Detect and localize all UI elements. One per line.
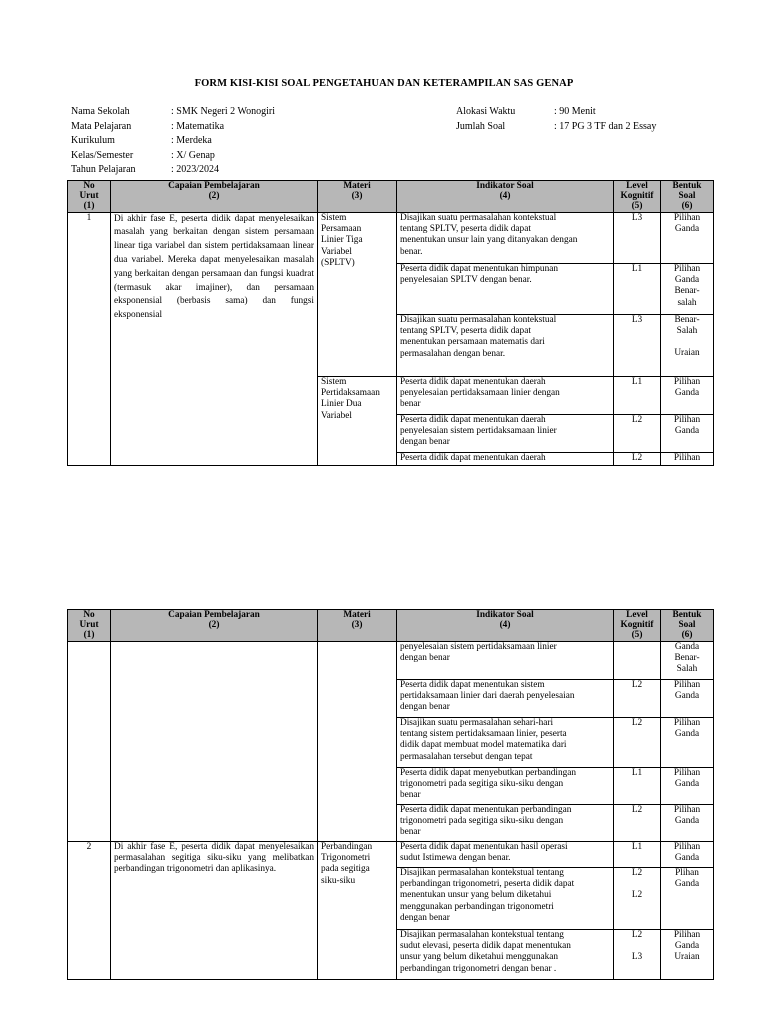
info-value: : Matematika xyxy=(171,120,225,132)
level-cell xyxy=(614,641,661,679)
bentuk-cell: Benar- Salah Uraian xyxy=(661,314,714,376)
header-capaian: Capaian Pembelajaran (2) xyxy=(111,610,318,642)
header-indikator: Indikator Soal (4) xyxy=(397,181,614,213)
bentuk-cell: Pilihan Ganda xyxy=(661,414,714,452)
capaian-text: Di akhir fase E, peserta didik dapat menyelesaikan masalah yang berkaitan dengan sistem persamaan linear tiga variabel dan sistem pertidaksamaan linear dua variabel. Mereka dapat menyelesaikan masalah yang berkaitan dengan persamaan dan fungsi kuadrat (termasuk akar imajiner), dan persamaan eksponensial (berbasis sama) dan fungsi eksponensial xyxy=(111,212,318,465)
level-cell: L2 xyxy=(614,679,661,717)
level-cell: L2 L3 xyxy=(614,929,661,979)
capaian-text: Di akhir fase E, peserta didik dapat menyelesaikan permasalahan segitiga siku-siku yang melibatkan perbandingan trigonometri dan aplikasinya. xyxy=(111,841,318,979)
bentuk-cell: Pilihan Ganda xyxy=(661,804,714,841)
indikator-cell: Disajikan suatu permasalahan kontekstual tentang SPLTV, peserta didik dapat menentukan persamaan matematis dari permasalahan dengan benar. xyxy=(397,314,614,376)
kisi-table-2 xyxy=(67,609,714,980)
kisi-table-1 xyxy=(67,180,714,466)
info-row-subject xyxy=(71,120,275,135)
materi-spltv: Sistem Persamaan Linier Tiga Variabel (SPLTV) xyxy=(318,212,397,376)
level-cell: L3 xyxy=(614,314,661,376)
info-label: Jumlah Soal xyxy=(456,120,506,132)
materi-trigonometri: Perbandingan Trigonometri pada segitiga siku-siku xyxy=(318,841,397,979)
level-cell: L2 xyxy=(614,414,661,452)
indikator-cell: Peserta didik dapat menentukan himpunan penyelesaian SPLTV dengan benar. xyxy=(397,263,614,314)
materi-splldv: Sistem Pertidaksamaan Linier Dua Variabel xyxy=(318,376,397,465)
level-cell: L1 xyxy=(614,767,661,804)
header-level: Level Kognitif (5) xyxy=(614,610,661,642)
bentuk-cell: Pilihan xyxy=(661,452,714,465)
row-number: 1 xyxy=(68,212,111,465)
level-cell: L1 xyxy=(614,263,661,314)
school-info-left xyxy=(71,105,275,178)
indikator-cell: penyelesaian sistem pertidaksamaan linier dengan benar xyxy=(397,641,614,679)
level-cell: L2 L2 xyxy=(614,867,661,929)
indikator-cell: Disajikan suatu permasalahan kontekstual tentang SPLTV, peserta didik dapat menentukan unsur lain yang ditanyakan dengan benar. xyxy=(397,212,614,263)
header-no: No Urut (1) xyxy=(68,181,111,213)
level-cell: L2 xyxy=(614,452,661,465)
indikator-cell: Peserta didik dapat menyebutkan perbandingan trigonometri pada segitiga siku-siku dengan benar xyxy=(397,767,614,804)
info-value: : 2023/2024 xyxy=(171,164,220,175)
bentuk-cell: Pilihan Ganda xyxy=(661,376,714,414)
bentuk-cell: Pilihan Ganda Uraian xyxy=(661,929,714,979)
capaian-text xyxy=(111,641,318,841)
indikator-cell: Peserta didik dapat menentukan perbandingan trigonometri pada segitiga siku-siku dengan benar xyxy=(397,804,614,841)
bentuk-cell: Pilihan Ganda xyxy=(661,679,714,717)
indikator-cell: Peserta didik dapat menentukan hasil operasi sudut Istimewa dengan benar. xyxy=(397,841,614,867)
level-cell: L1 xyxy=(614,841,661,867)
info-row-time xyxy=(456,105,656,120)
table-header-row xyxy=(68,181,714,213)
info-value: : Merdeka xyxy=(171,135,212,146)
table-row xyxy=(68,641,714,679)
level-cell: L2 xyxy=(614,717,661,767)
info-label: Kurikulum xyxy=(71,135,115,146)
header-capaian: Capaian Pembelajaran (2) xyxy=(111,181,318,213)
info-row-year xyxy=(71,163,275,178)
bentuk-cell: Pilihan Ganda xyxy=(661,212,714,263)
info-value: : 90 Menit xyxy=(554,106,596,117)
row-number: 2 xyxy=(68,841,111,979)
info-row-curriculum xyxy=(71,134,275,149)
header-bentuk: Bentuk Soal (6) xyxy=(661,610,714,642)
info-value: : X/ Genap xyxy=(171,149,215,161)
info-label: Tahun Pelajaran xyxy=(71,164,136,175)
info-row-school xyxy=(71,105,275,120)
bentuk-cell: Pilihan Ganda xyxy=(661,841,714,867)
header-bentuk: Bentuk Soal (6) xyxy=(661,181,714,213)
header-materi: Materi (3) xyxy=(318,610,397,642)
school-info-right xyxy=(456,105,656,134)
level-cell: L3 xyxy=(614,212,661,263)
bentuk-cell: Pilihan Ganda Benar- salah xyxy=(661,263,714,314)
level-cell: L2 xyxy=(614,804,661,841)
info-label: Alokasi Waktu xyxy=(456,106,516,117)
header-materi: Materi (3) xyxy=(318,181,397,213)
table-row xyxy=(68,841,714,867)
info-row-class xyxy=(71,149,275,164)
info-value: : SMK Negeri 2 Wonogiri xyxy=(171,106,276,117)
bentuk-cell: Plihan Ganda xyxy=(661,867,714,929)
table-row xyxy=(68,212,714,263)
row-number xyxy=(68,641,111,841)
page-title: FORM KISI-KISI SOAL PENGETAHUAN DAN KETERAMPILAN SAS GENAP xyxy=(194,78,574,89)
table-header-row xyxy=(68,610,714,642)
header-indikator: Indikator Soal (4) xyxy=(397,610,614,642)
level-cell: L1 xyxy=(614,376,661,414)
info-label: Kelas/Semester xyxy=(71,149,134,161)
info-label: Nama Sekolah xyxy=(71,106,130,117)
indikator-cell: Disajikan permasalahan kontekstual tentang sudut elevasi, peserta didik dapat menentukan unsur yang belum diketahui menggunakan perbandingan trigonometri dengan benar . xyxy=(397,929,614,979)
info-label: Mata Pelajaran xyxy=(71,120,132,132)
indikator-cell: Peserta didik dapat menentukan daerah xyxy=(397,452,614,465)
bentuk-cell: Ganda Benar- Salah xyxy=(661,641,714,679)
indikator-cell: Disajikan permasalahan kontekstual tentang perbandingan trigonometri, peserta didik dapat menentukan unsur yang belum diketahui menggunakan perbandingan trigonometri dengan benar xyxy=(397,867,614,929)
indikator-cell: Peserta didik dapat menentukan daerah penyelesaian sistem pertidaksamaan linier dengan benar xyxy=(397,414,614,452)
bentuk-cell: Pilihan Ganda xyxy=(661,717,714,767)
header-level: Level Kognitif (5) xyxy=(614,181,661,213)
bentuk-cell: Pilihan Ganda xyxy=(661,767,714,804)
indikator-cell: Peserta didik dapat menentukan sistem pertidaksamaan linier dari daerah penyelesaian dengan benar xyxy=(397,679,614,717)
indikator-cell: Disajikan suatu permasalahan sehari-hari tentang sistem pertidaksamaan linier, peserta didik dapat membuat model matematika dari permasalahan tersebut dengan tepat xyxy=(397,717,614,767)
info-row-count xyxy=(456,120,656,135)
info-value: : 17 PG 3 TF dan 2 Essay xyxy=(554,120,657,132)
materi-cell xyxy=(318,641,397,841)
indikator-cell: Peserta didik dapat menentukan daerah penyelesaian pertidaksamaan linier dengan benar xyxy=(397,376,614,414)
header-no: No Urut (1) xyxy=(68,610,111,642)
